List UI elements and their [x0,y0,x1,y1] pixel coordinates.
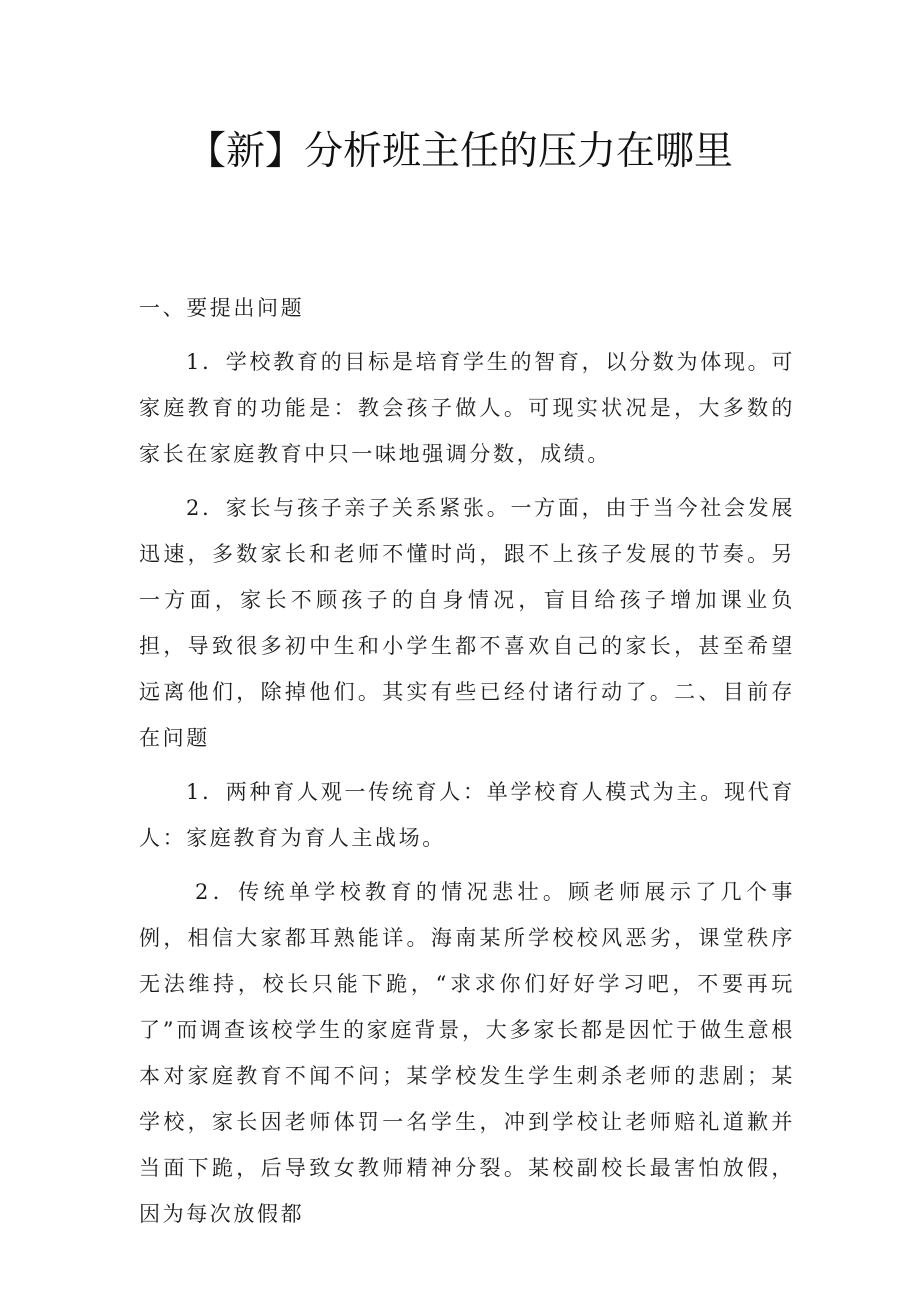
section-heading-1: 一、要提出问题 [139,296,305,320]
paragraph-3: 1．两种育人观一传统育人：单学校育人模式为主。现代育人：家庭教育为育人主战场。 [139,780,795,850]
paragraph-4: 2．传统单学校教育的情况悲壮。顾老师展示了几个事例，相信大家都耳熟能详。海南某所学校校风恶劣，课堂秩序无法维持，校长只能下跪，“求求你们好好学习吧，不要再玩了”而调查该校学生的家庭背景，大多家长都是因忙于做生意根本对家庭教育不闻不问；某学校发生学生刺杀老师的悲剧；某学校，家长因老师体罚一名学生，冲到学校让老师赔礼道歉并当面下跪，后导致女教师精神分裂。某校副校长最害怕放假，因为每次放假都 [139,880,795,1226]
document-title: 【新】分析班主任的压力在哪里 [186,129,733,174]
document-body [139,285,795,1237]
paragraph-2: 2．家长与孩子亲子关系紧张。一方面，由于当今社会发展迅速，多数家长和老师不懂时尚，跟不上孩子发展的节奏。另一方面，家长不顾孩子的自身情况，盲目给孩子增加课业负担，导致很多初中生和小学生都不喜欢自己的家长，甚至希望远离他们，除掉他们。其实有些已经付诸行动了。二、目前存在问题 [139,496,795,750]
paragraph-1: 1．学校教育的目标是培育学生的智育，以分数为体现。可家庭教育的功能是：教会孩子做人。可现实状况是，大多数的家长在家庭教育中只一味地强调分数，成绩。 [139,350,795,466]
